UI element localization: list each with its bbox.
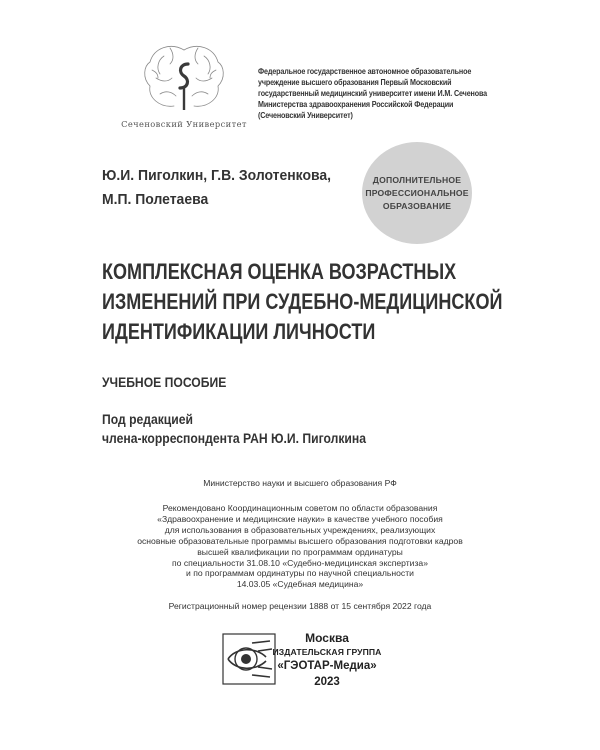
recommendation-line: высшей квалификации по программам ординатуры [197, 546, 403, 557]
recommendation-line: 14.03.05 «Судебная медицина» [236, 579, 364, 590]
recommendation-line: и по программам ординатуры по научной специальности [186, 568, 414, 579]
logo-caption: Сеченовский Университет [121, 119, 247, 129]
publisher-city: Москва [305, 631, 349, 645]
education-badge [362, 142, 472, 244]
publisher-info [268, 631, 386, 690]
recommendation-line: «Здравоохранение и медицинские науки» в качестве учебного пособия [157, 513, 443, 524]
recommendation-line: Рекомендовано Координационным советом по области образования [162, 503, 438, 513]
university-logo [118, 38, 250, 138]
registration-number: Регистрационный номер рецензии 1888 от 15 сентября 2022 года [168, 601, 432, 611]
recommendation-line: для использования в образовательных учреждениях, реализующих [164, 524, 436, 535]
authors [102, 164, 331, 212]
institution-line: Федеральное государственное автономное образовательное [258, 67, 472, 76]
badge-line: ОБРАЗОВАНИЕ [382, 200, 452, 211]
publisher-group: ИЗДАТЕЛЬСКАЯ ГРУППА [272, 647, 382, 657]
authors-line: Ю.И. Пиголкин, Г.В. Золотенкова, [102, 167, 332, 184]
title-line: ИЗМЕНЕНИЙ ПРИ СУДЕБНО-МЕДИЦИНСКОЙ [102, 289, 503, 314]
tree-emblem-icon [134, 38, 234, 118]
title-line: КОМПЛЕКСНАЯ ОЦЕНКА ВОЗРАСТНЫХ [102, 259, 457, 284]
badge-line: ПРОФЕССИОНАЛЬНОЕ [365, 187, 469, 198]
institution-info [258, 67, 488, 122]
institution-line: государственный медицинский университет имени И.М. Сеченова [258, 88, 488, 98]
recommendation-line: основные образовательные программы высшего образования подготовки кадров [137, 535, 463, 546]
institution-line: учреждение высшего образования Первый Московский [258, 77, 452, 87]
book-title [102, 257, 502, 347]
editor-info [102, 410, 366, 448]
book-type: УЧЕБНОЕ ПОСОБИЕ [102, 375, 227, 390]
editor-line: члена-корреспондента РАН Ю.И. Пиголкина [102, 431, 366, 446]
badge-line: ДОПОЛНИТЕЛЬНОЕ [372, 174, 462, 185]
institution-line: Министерства здравоохранения Российской Федерации [258, 99, 454, 109]
institution-line: (Сеченовский Университет) [258, 110, 353, 120]
authors-line: М.П. Полетаева [102, 191, 209, 208]
ministry-text: Министерство науки и высшего образования РФ [203, 478, 397, 488]
recommendation-line: по специальности 31.08.10 «Судебно-медицинская экспертиза» [172, 557, 428, 568]
publication-year: 2023 [314, 676, 340, 688]
recommendation-text [0, 503, 600, 590]
title-line: ИДЕНТИФИКАЦИИ ЛИЧНОСТИ [102, 319, 376, 344]
editor-line: Под редакцией [102, 412, 193, 427]
publisher-name: «ГЭОТАР-Медиа» [277, 660, 377, 672]
